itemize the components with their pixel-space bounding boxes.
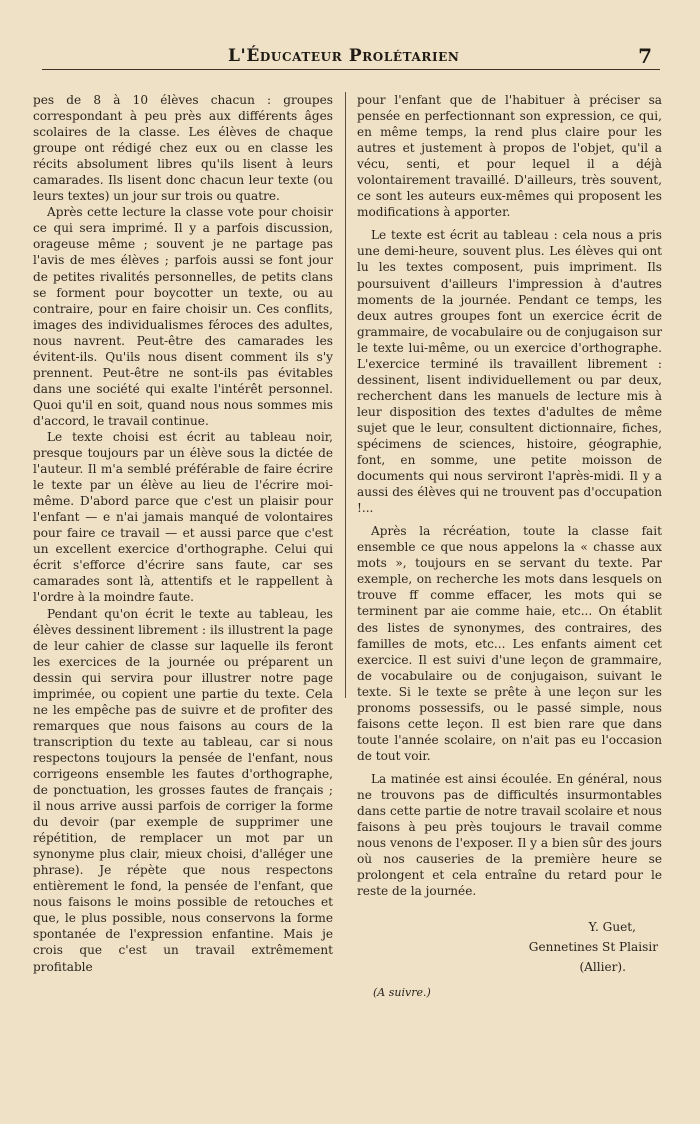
paragraph: Pendant qu'on écrit le texte au tableau, les élèves dessinent librement : ils illustrent la page de leur cahier de classe sur laquelle ils feront les exercices de la journée ou préparent un dessin qui servira pour illustrer notre page imprimée, ou copient une partie du texte. Cela ne les empêche pas de suivre et de profiter des remarques que nous faisons au cours de la transcription du texte au tableau, car si nous respectons toujours la pensée de l'enfant, nous corrigeons ensemble les fautes d'orthographe, de ponctuation, les grosses fautes de français ; il nous arrive aussi parfois de corriger la forme du devoir (par exemple de supprimer une répétition, de remplacer un mot par un synonyme plus clair, mieux choisi, d'alléger une phrase). Je répète que nous respectons entièrement le fond, la pensée de l'enfant, que nous faisons le moins possible de retouches et que, le plus possible, nous conservons la forme spontanée de l'expression enfantine. Mais je crois que c'est un travail extrêmement profitable [33, 606, 333, 974]
column-divider [345, 92, 346, 698]
publication-title: L'Éducateur Prolétarien [228, 46, 460, 66]
paragraph: pour l'enfant que de l'habituer à préciser sa pensée en perfectionnant son expression, ce qui, en même temps, la rend plus claire pour les autres et justement à propos de l'objet, qu'il a vécu, senti, et pour lequel il a déjà volontairement travaillé. D'ailleurs, très souvent, ce sont les auteurs eux-mêmes qui proposent les modifications à apporter. [357, 93, 662, 220]
left-column [33, 92, 333, 975]
author-department: (Allier). [579, 960, 626, 975]
paragraph: Après cette lecture la classe vote pour choisir ce qui sera imprimé. Il y a parfois discussion, orageuse même ; souvent je ne partage pas l'avis de mes élèves ; parfois aussi se font jour de petites rivalités personnelles, de petits clans se forment pour boycotter un texte, ou au contraire, pour en faire choisir un. Ces conflits, images des individualismes féroces des adultes, nous navrent. Peut-être des camarades les évitent-ils. Qu'ils nous disent comment ils s'y prennent. Peut-être ne sont-ils pas évitables dans une société qui exalte l'intérêt personnel. Quoi qu'il en soit, quand nous nous sommes mis d'accord, le travail continue. [33, 205, 333, 428]
author-place: Gennetines St Plaisir [528, 940, 658, 955]
paragraph: Le texte choisi est écrit au tableau noir, presque toujours par un élève sous la dictée de l'auteur. Il m'a semblé préférable de faire écrire le texte par un élève au lieu de l'écrire moi-même. D'abord parce que c'est un plaisir pour l'enfant — e n'ai jamais manqué de volontaires pour faire ce travail — et aussi parce que c'est un excellent exercice d'orthographe. Celui qui écrit s'efforce d'écrire sans faute, car ses camarades sont là, attentifs et le rappellent à l'ordre à la moindre faute. [33, 429, 333, 605]
paragraph: Après la récréation, toute la classe fait ensemble ce que nous appelons la « chasse aux mots », toujours en se servant du texte. Par exemple, on recherche les mots dans lesquels on trouve ff comme effacer, les mots qui se terminent par aie comme haie, etc... On établit des listes de synonymes, des contraires, des familles de mots, etc... Les enfants aiment cet exercice. Il est suivi d'une leçon de grammaire, de vocabulaire ou de conjugaison, suivant le texte. Si le texte se prête à une leçon sur les pronoms possessifs, ou le passé simple, nous faisons cette leçon. Il est bien rare que dans toute l'année scolaire, on n'ait pas eu l'occasion de tout voir. [357, 524, 662, 763]
paragraph: La matinée est ainsi écoulée. En général, nous ne trouvons pas de difficultés insurmontables dans cette partie de notre travail scolaire et nous faisons à peu près toujours le travail comme nous venons de l'exposer. Il y a bien sûr des jours où nos causeries de la première heure se prolongent et cela entraîne du retard pour le reste de la journée. [357, 771, 662, 899]
author-name: Y. Guet, [588, 920, 636, 935]
right-column [357, 92, 662, 1001]
to-be-continued-note: (A suivre.) [373, 986, 431, 1000]
header-rule [42, 69, 660, 70]
paragraph: pes de 8 à 10 élèves chacun : groupes correspondant à peu près aux différents âges scolaires de la classe. Les élèves de chaque groupe ont rédigé chez eux ou en classe les récits absolument libres qu'ils lisent à leurs camarades. Ils lisent donc chacun leur texte (ou leurs textes) un jour sur trois ou quatre. [33, 93, 333, 204]
paragraph: Le texte est écrit au tableau : cela nous a pris une demi-heure, souvent plus. Les élèves qui ont lu les textes composent, puis impriment. Ils poursuivent d'ailleurs l'impression à d'autres moments de la journée. Pendant ce temps, les deux autres groupes font un exercice écrit de grammaire, de vocabulaire ou de conjugaison sur le texte lui-même, ou un exercice d'orthographe. L'exercice terminé ils travaillent librement : dessinent, lisent individuellement ou par deux, recherchent dans les manuels de lecture mis à leur disposition des textes d'adultes de même sujet que le leur, consultent dictionnaire, fiches, spécimens de sciences, histoire, géographie, font, en somme, une petite moisson de documents qui nous serviront l'après-midi. Il y a aussi des élèves qui ne trouvent pas d'occupation !... [357, 228, 662, 516]
page-number: 7 [638, 44, 652, 68]
author-signature [357, 917, 662, 977]
page-header [40, 42, 660, 72]
